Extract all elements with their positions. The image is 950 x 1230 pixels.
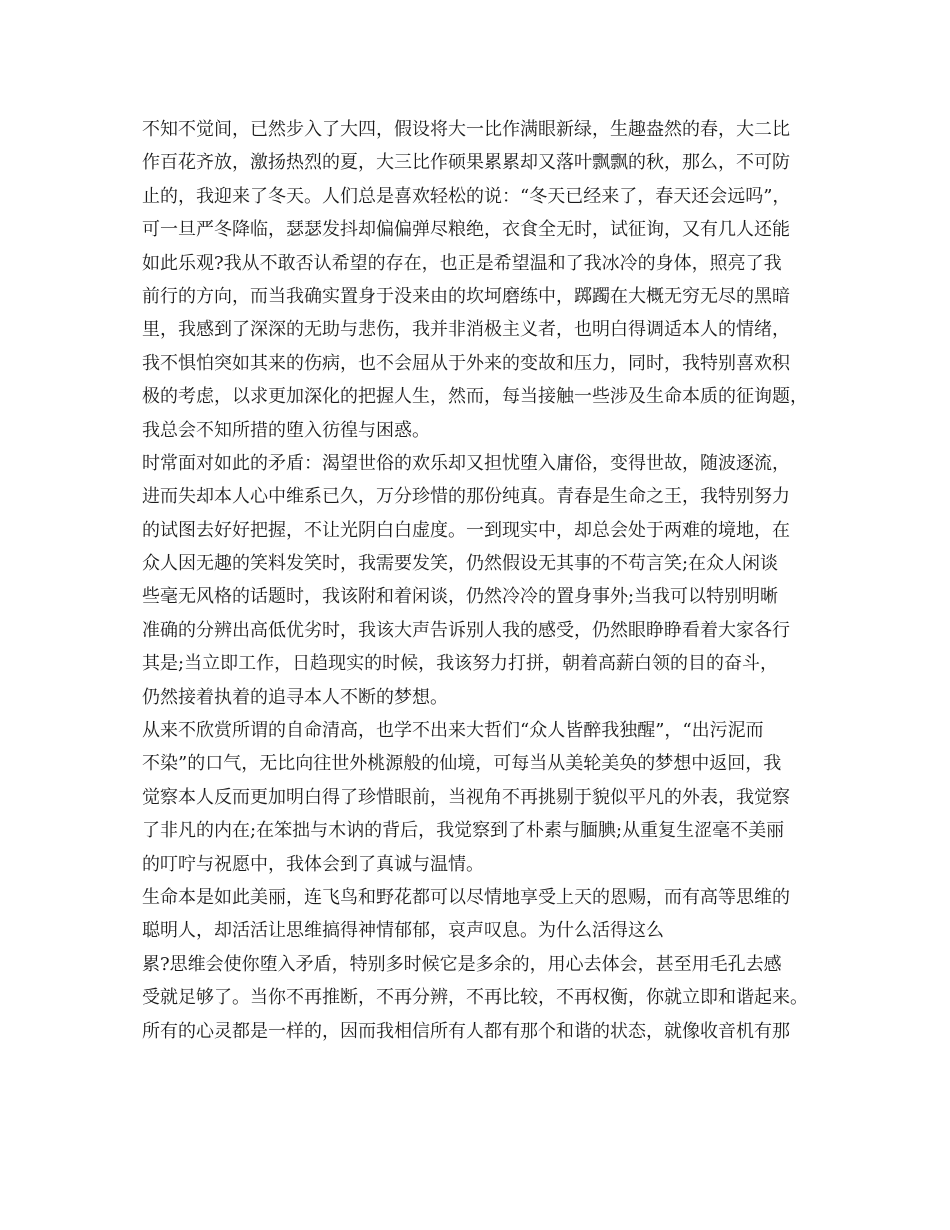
text-line: 准确的分辨出高低优劣时，我该大声告诉别人我的感受，仍然眼睁睁看着大家各行 xyxy=(142,619,790,641)
text-line: 时常面对如此的矛盾：渴望世俗的欢乐却又担忧堕入庸俗，变得世故，随波逐流， xyxy=(142,452,790,474)
text-line: 了非凡的内在;在笨拙与木讷的背后，我觉察到了朴素与腼腆;从重复生涩毫不美丽 xyxy=(142,820,785,842)
text-line: 如此乐观?我从不敢否认希望的存在，也正是希望温和了我冰冷的身体，照亮了我 xyxy=(142,252,782,274)
text-line: 的叮咛与祝愿中，我体会到了真诚与温情。 xyxy=(142,853,484,875)
text-line: 前行的方向，而当我确实置身于没来由的坎坷磨练中，踯躅在大概无穷无尽的黑暗 xyxy=(142,285,790,307)
text-line: 其是;当立即工作，日趋现实的时候，我该努力打拼，朝着高薪白领的目的奋斗， xyxy=(142,653,779,675)
text-line: 我总会不知所措的堕入彷徨与困惑。 xyxy=(142,419,430,441)
text-line: 生命本是如此美丽，连飞鸟和野花都可以尽情地享受上天的恩赐，而有高等思维的 xyxy=(142,886,790,908)
text-line: 聪明人，却活活让思维搞得神情郁郁，哀声叹息。为什么活得这么 xyxy=(142,920,664,942)
text-line: 的试图去好好把握，不让光阴白白虚度。一到现实中，却总会处于两难的境地，在 xyxy=(142,519,790,541)
text-line: 从来不欣赏所谓的自命清高，也学不出来大哲们“众人皆醉我独醒”，“出污泥而 xyxy=(142,720,764,742)
text-line: 我不惧怕突如其来的伤病，也不会屈从于外来的变故和压力，同时，我特别喜欢积 xyxy=(142,352,790,374)
text-line: 进而失却本人心中维系已久，万分珍惜的那份纯真。青春是生命之王，我特别努力 xyxy=(142,486,790,508)
text-line: 不知不觉间，已然步入了大四，假设将大一比作满眼新绿，生趣盎然的春，大二比 xyxy=(142,119,790,140)
document-body xyxy=(142,113,832,1048)
text-line: 止的，我迎来了冬天。人们总是喜欢轻松的说：“冬天已经来了，春天还会远吗”， xyxy=(142,185,791,207)
text-line: 受就足够了。当你不再推断，不再分辨，不再比较，不再权衡，你就立即和谐起来。 xyxy=(142,987,808,1009)
text-line: 不染”的口气，无比向往世外桃源般的仙境，可每当从美轮美奂的梦想中返回，我 xyxy=(142,753,782,775)
text-line: 里，我感到了深深的无助与悲伤，我并非消极主义者，也明白得调适本人的情绪， xyxy=(142,319,790,341)
text-line: 作百花齐放，激扬热烈的夏，大三比作硕果累累却又落叶飘飘的秋，那么，不可防 xyxy=(142,152,790,174)
text-line: 累?思维会使你堕入矛盾，特别多时候它是多余的，用心去体会，甚至用毛孔去感 xyxy=(142,953,782,975)
text-line: 可一旦严冬降临，瑟瑟发抖却偏偏弹尽粮绝，衣食全无时，试征询，又有几人还能 xyxy=(142,219,790,241)
text-line: 觉察本人反而更加明白得了珍惜眼前，当视角不再挑剔于貌似平凡的外表，我觉察 xyxy=(142,786,790,808)
text-line: 众人因无趣的笑料发笑时，我需要发笑，仍然假设无其事的不苟言笑;在众人闲谈 xyxy=(142,553,779,575)
text-line: 仍然接着执着的追寻本人不断的梦想。 xyxy=(142,686,448,708)
text-line: 极的考虑，以求更加深化的把握人生，然而，每当接触一些涉及生命本质的征询题， xyxy=(142,386,808,408)
text-line: 些毫无风格的话题时，我该附和着闲谈，仍然冷冷的置身事外;当我可以特别明晰 xyxy=(142,586,779,608)
text-line: 所有的心灵都是一样的，因而我相信所有人都有那个和谐的状态，就像收音机有那 xyxy=(142,1020,790,1042)
